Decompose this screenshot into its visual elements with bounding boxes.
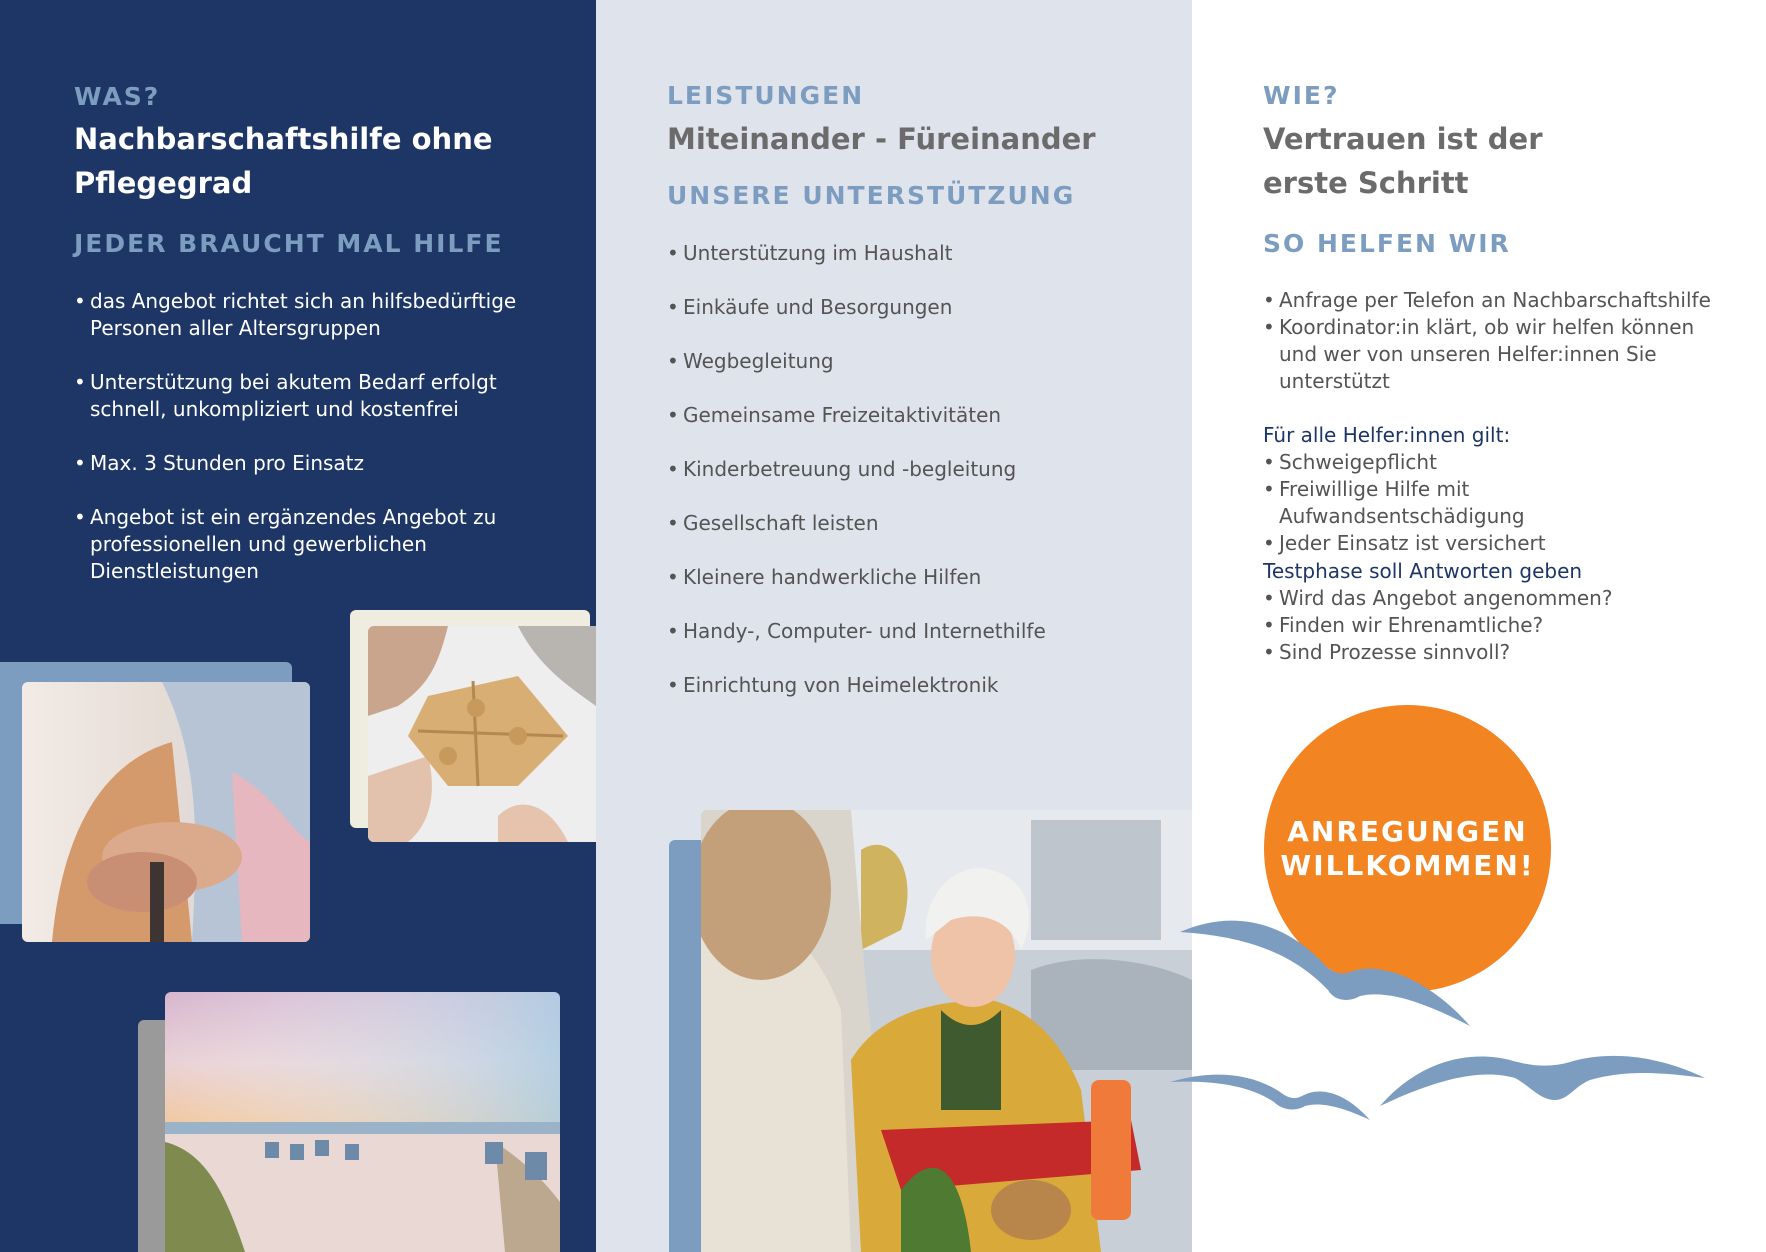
feedback-line1: ANREGUNGEN <box>1287 814 1528 848</box>
was-bullet-list <box>74 288 544 612</box>
list-item: • Wegbegleitung <box>667 346 1147 376</box>
seagull-icon <box>1380 1056 1705 1106</box>
seagull-icon <box>1180 921 1470 1026</box>
list-item: • Einrichtung von Heimelektronik <box>667 670 1147 700</box>
headline-wie-line1: Vertrauen ist der <box>1263 122 1543 156</box>
eyebrow-wie: WIE? <box>1263 81 1340 110</box>
leistungen-bullet-list <box>667 238 1147 724</box>
list-item: • Kinderbetreuung und -begleitung <box>667 454 1147 484</box>
list-item: • Gesellschaft leisten <box>667 508 1147 538</box>
list-item: • Handy-, Computer- und Internethilfe <box>667 616 1147 646</box>
list-item: • Wird das Angebot angenommen? <box>1263 585 1713 612</box>
list-item: • Einkäufe und Besorgungen <box>667 292 1147 322</box>
list-item: • Jeder Einsatz ist versichert <box>1263 530 1713 557</box>
list-item: • Kleinere handwerkliche Hilfen <box>667 562 1147 592</box>
eyebrow-leistungen: LEISTUNGEN <box>667 81 865 110</box>
list-item: • Sind Prozesse sinnvoll? <box>1263 639 1713 666</box>
list-item: • das Angebot richtet sich an hilfsbedürftige Personen aller Altersgruppen <box>74 288 544 342</box>
headline-was-line1: Nachbarschaftshilfe ohne <box>74 122 493 156</box>
headline-wie <box>1263 117 1543 205</box>
test-list <box>1263 585 1713 666</box>
panel-was <box>0 0 596 1252</box>
headline-wie-line2: erste Schritt <box>1263 166 1469 200</box>
headline-was <box>74 117 493 205</box>
list-item: • Unterstützung im Haushalt <box>667 238 1147 268</box>
eyebrow-was: WAS? <box>74 82 161 111</box>
feedback-line2: WILLKOMMEN! <box>1280 848 1535 882</box>
list-item: • Gemeinsame Freizeitaktivitäten <box>667 400 1147 430</box>
test-heading: Testphase soll Antworten geben <box>1263 559 1583 583</box>
photo-beach <box>165 992 560 1252</box>
list-item: • Freiwillige Hilfe mit Aufwandsentschädigung <box>1263 476 1713 530</box>
helpers-heading: Für alle Helfer:innen gilt: <box>1263 423 1511 447</box>
headline-was-line2: Pflegegrad <box>74 166 253 200</box>
headline-leistungen: Miteinander - Füreinander <box>667 122 1096 156</box>
helpers-list <box>1263 449 1713 557</box>
list-item: • Finden wir Ehrenamtliche? <box>1263 612 1713 639</box>
photo-puzzle <box>368 626 596 842</box>
subheading-so-helfen-wir: SO HELFEN WIR <box>1263 229 1511 258</box>
list-item: • Angebot ist ein ergänzendes Angebot zu professionellen und gewerblichen Dienstleistungen <box>74 504 544 585</box>
photo-senior-shopping <box>701 810 1192 1252</box>
list-item: • Max. 3 Stunden pro Einsatz <box>74 450 544 477</box>
panel-leistungen <box>596 0 1192 1252</box>
list-item: • Schweigepflicht <box>1263 449 1713 476</box>
seagull-icon <box>1170 1075 1370 1120</box>
list-item: • Anfrage per Telefon an Nachbarschaftshilfe <box>1263 287 1713 314</box>
photo-hands-cane <box>22 682 310 942</box>
list-item: • Koordinator:in klärt, ob wir helfen können und wer von unseren Helfer:innen Sie unterstützt <box>1263 314 1713 395</box>
subheading-hilfe: JEDER BRAUCHT MAL HILFE <box>74 229 504 258</box>
subheading-unterstuetzung: UNSERE UNTERSTÜTZUNG <box>667 181 1076 210</box>
list-item: • Unterstützung bei akutem Bedarf erfolgt schnell, unkompliziert und kostenfrei <box>74 369 544 423</box>
feedback-circle-text <box>1280 815 1534 883</box>
steps-list <box>1263 287 1713 395</box>
seagulls-graphic <box>1170 910 1760 1140</box>
